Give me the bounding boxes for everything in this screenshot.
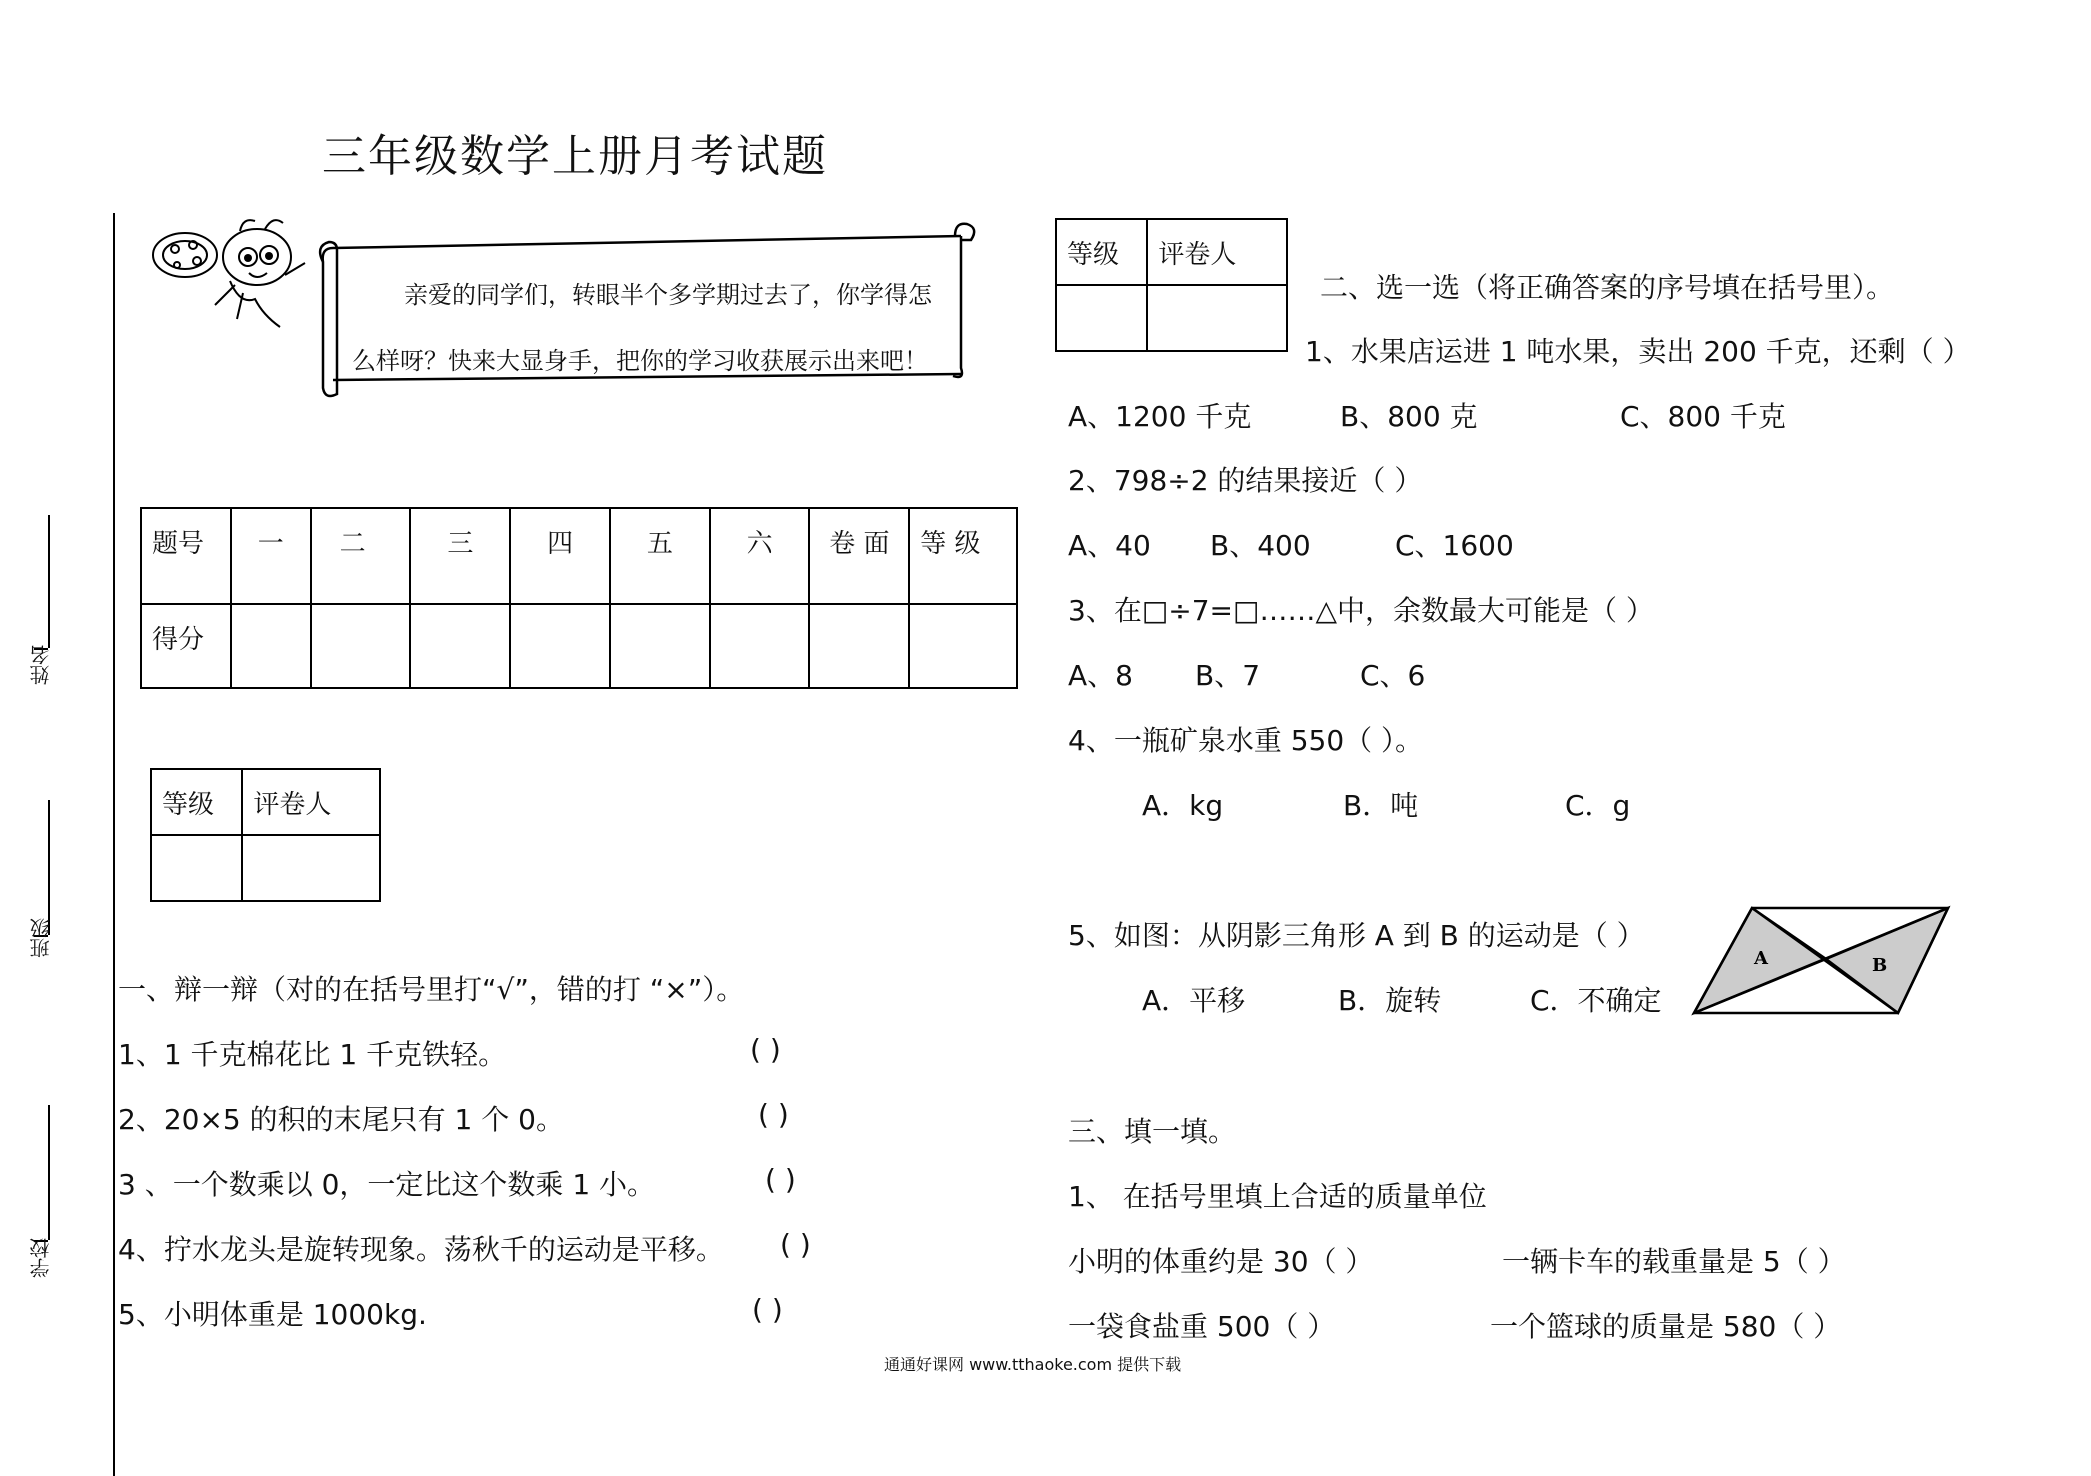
triangle-figure [1688,905,1954,1017]
section1-title: 一、辩一辩（对的在括号里打“√”，错的打 “×”）。 [118,973,745,1006]
grader-table-1 [150,768,381,902]
page-title: 三年级数学上册月考试题 [322,131,828,182]
score-table [140,507,1018,689]
fill-item-2[interactable]: 一辆卡车的载重量是 5（ ） [1502,1245,1846,1278]
section1-item-1: 1、1 千克棉花比 1 千克铁轻。 [118,1038,507,1071]
score-header-cell: 二 [311,508,411,604]
fill-item-3[interactable]: 一袋食盐重 500（ ） [1068,1310,1336,1343]
section1-item-4: 4、拧水龙头是旋转现象。荡秋千的运动是平移。 [118,1233,724,1266]
score-cell[interactable] [710,604,810,688]
q4-option-c[interactable]: C．g [1565,789,1631,822]
q5-text: 5、如图：从阴影三角形 A 到 B 的运动是（ ） [1068,919,1645,952]
q5-option-b[interactable]: B．旋转 [1338,984,1442,1017]
score-header-cell: 三 [410,508,510,604]
fill-item-1[interactable]: 小明的体重约是 30（ ） [1068,1245,1374,1278]
answer-paren[interactable]: ( ) [780,1228,811,1261]
triangle-label-b: B [1872,955,1888,976]
q2-option-a[interactable]: A、40 [1068,529,1151,562]
side-label-name: 姓名 [29,645,53,685]
section3-q1-title: 1、 在括号里填上合适的质量单位 [1068,1180,1487,1213]
score-cell[interactable] [510,604,610,688]
q4-option-a[interactable]: A．kg [1142,789,1224,822]
q3-option-c[interactable]: C、6 [1360,659,1426,692]
score-cell[interactable] [809,604,909,688]
q1-option-c[interactable]: C、800 千克 [1620,400,1786,433]
intro-line-2: 么样呀？快来大显身手，把你的学习收获展示出来吧！ [352,347,928,375]
fairy-illustration [145,215,315,335]
grader-name-cell[interactable] [1147,285,1287,351]
triangle-label-a: A [1754,948,1768,969]
score-header-cell: 四 [510,508,610,604]
grader-grade-label: 等级 [151,769,242,835]
score-header-cell: 卷 面 [809,508,909,604]
score-header-cell: 等 级 [909,508,1017,604]
score-cell[interactable] [311,604,411,688]
q3-option-b[interactable]: B、7 [1195,659,1261,692]
score-cell[interactable] [610,604,710,688]
score-row [141,604,1017,688]
score-header-cell: 六 [710,508,810,604]
class-underline [48,800,50,935]
score-row-label: 得分 [141,604,231,688]
q1-option-b[interactable]: B、800 克 [1340,400,1478,433]
answer-paren[interactable]: ( ) [752,1293,783,1326]
q5-option-c[interactable]: C．不确定 [1530,984,1662,1017]
grader-grade-cell[interactable] [151,835,242,901]
grader-table-2 [1055,218,1288,352]
q3-text: 3、在□÷7=□……△中，余数最大可能是（ ） [1068,594,1654,627]
q1-text: 1、水果店运进 1 吨水果，卖出 200 千克，还剩（ ） [1305,335,1971,368]
school-underline [48,1105,50,1240]
name-underline [48,515,50,648]
q4-option-b[interactable]: B．吨 [1343,789,1419,822]
intro-line-1: 亲爱的同学们，转眼半个多学期过去了，你学得怎 [404,281,932,309]
footer-source: 通通好课网 www.tthaoke.com 提供下载 [884,1355,1182,1374]
answer-paren[interactable]: ( ) [765,1163,796,1196]
binding-line [113,213,115,1476]
intro-text [352,262,962,394]
answer-paren[interactable]: ( ) [758,1098,789,1131]
score-header-cell: 一 [231,508,311,604]
score-cell[interactable] [231,604,311,688]
score-cell[interactable] [909,604,1017,688]
side-label-class: 班级 [29,918,53,958]
q3-option-a[interactable]: A、8 [1068,659,1133,692]
grader-name-label: 评卷人 [1147,219,1287,285]
section2-title: 二、选一选（将正确答案的序号填在括号里）。 [1320,271,1895,304]
answer-paren[interactable]: ( ) [750,1033,781,1066]
q2-option-b[interactable]: B、400 [1210,529,1311,562]
q4-text: 4、一瓶矿泉水重 550（ ）。 [1068,724,1424,757]
q5-option-a[interactable]: A．平移 [1142,984,1246,1017]
section1-item-3: 3 、一个数乘以 0，一定比这个数乘 1 小。 [118,1168,656,1201]
score-header-cell: 题号 [141,508,231,604]
fill-item-4[interactable]: 一个篮球的质量是 580（ ） [1490,1310,1842,1343]
section3-title: 三、填一填。 [1068,1115,1237,1148]
score-header-row [141,508,1017,604]
section1-item-2: 2、20×5 的积的末尾只有 1 个 0。 [118,1103,564,1136]
grader-grade-cell[interactable] [1056,285,1147,351]
grader-name-label: 评卷人 [242,769,380,835]
score-header-cell: 五 [610,508,710,604]
grader-name-cell[interactable] [242,835,380,901]
grader-grade-label: 等级 [1056,219,1147,285]
q2-text: 2、798÷2 的结果接近（ ） [1068,464,1423,497]
q1-option-a[interactable]: A、1200 千克 [1068,400,1252,433]
section1-item-5: 5、小明体重是 1000kg. [118,1298,427,1331]
side-label-school: 学校 [29,1238,53,1278]
score-cell[interactable] [410,604,510,688]
q2-option-c[interactable]: C、1600 [1395,529,1514,562]
